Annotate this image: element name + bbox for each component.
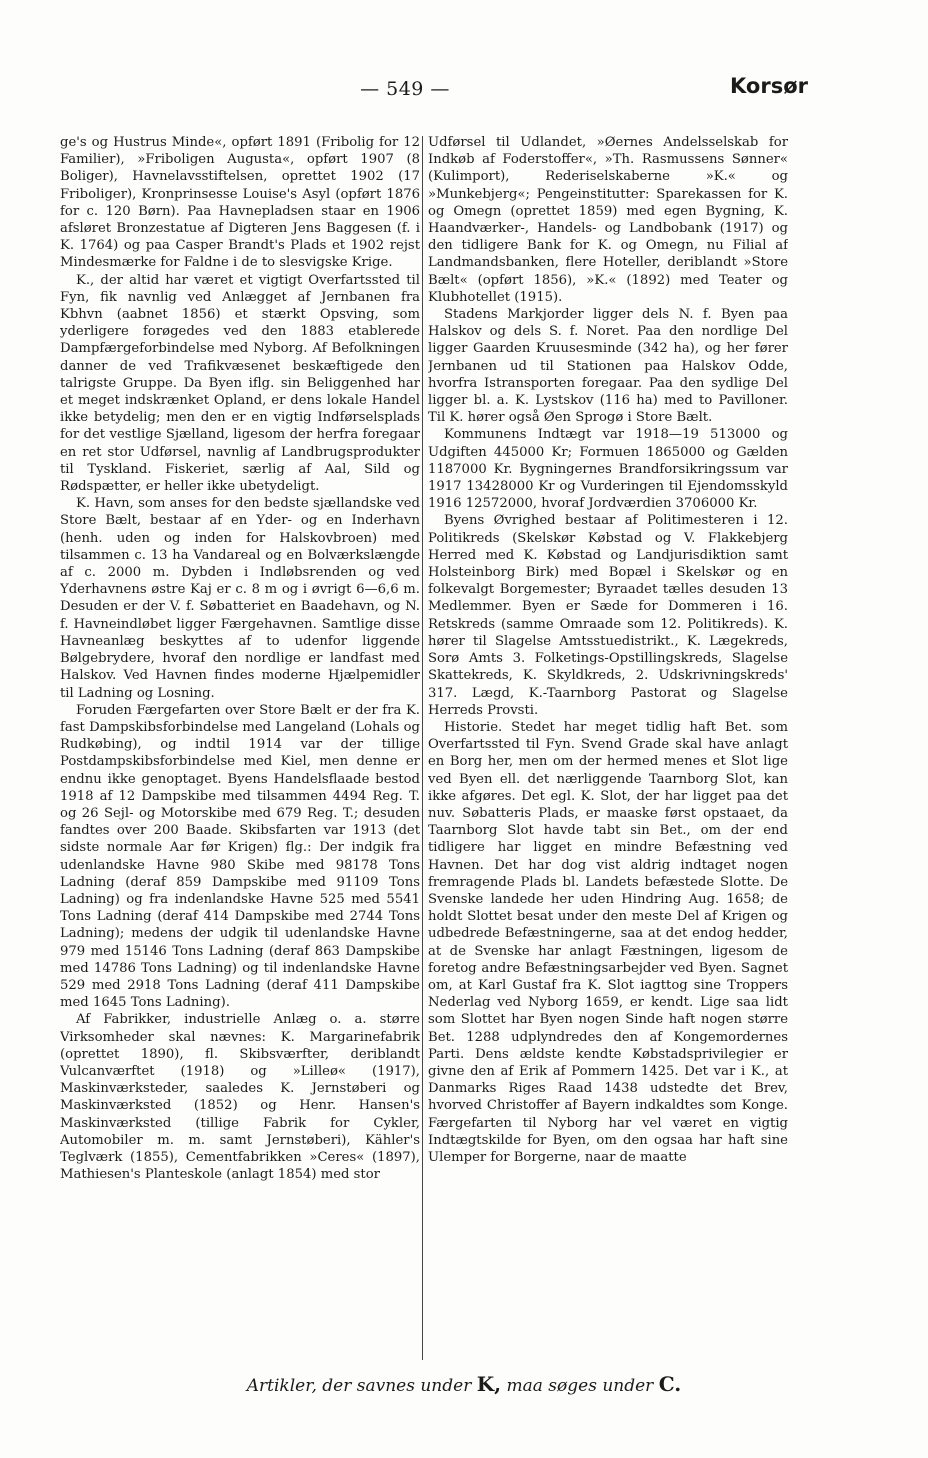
footer-text-a: Artikler, der savnes under bbox=[246, 1376, 472, 1396]
paragraph: Byens Øvrighed bestaar af Politimesteren i 12. Politikreds (Skelskør Købstad og V. Flakkebjerg Herred med K. Købstad og Landjurisdiktion samt Holsteinborg Birk) med Bopæl i Skelskør og en folkevalgt Borgemester; Byraadet tælles desuden 13 Medlemmer. Byen er Sæde for Dommeren i 16. Retskreds (samme Omraade som 12. Politikreds). K. hører til Slagelse Amtsstuedistrikt., K. Lægekreds, Sorø Amts 3. Folketings-Opstillingskreds, Slagelse Skattekreds, K. Skyldkreds, 2. Udskrivningskreds' 317. Lægd, K.-Taarnborg Pastorat og Slagelse Herreds Provsti. bbox=[428, 513, 788, 718]
paragraph: Stadens Markjorder ligger dels N. f. Byen paa Halskov og dels S. f. Noret. Paa den nordlige Del ligger Gaarden Kruusesminde (342 ha), og her fører Jernbanen ud til Stationen paa Halskov Odde, hvorfra Istransporten foregaar. Paa den sydlige Del ligger bl. a. K. Lystskov (116 ha) med to Pavilloner. Til K. hører også Øen Sprogø i Store Bælt. bbox=[428, 307, 788, 426]
footer-letter-k: K, bbox=[476, 1372, 502, 1396]
paragraph: Foruden Færgefarten over Store Bælt er der fra K. fast Dampskibsforbindelse med Langeland (Lohals og Rudkøbing), og indtil 1914 var der tillige Postdampskibsforbindelse med Kiel, men denne er endnu ikke genoptaget. Byens Handelsflaade bestod 1918 af 12 Dampskibe med tilsammen 4494 Reg. T. og 26 Sejl- og Motorskibe med 679 Reg. T.; desuden fandtes over 200 Baade. Skibsfarten var 1913 (det sidste normale Aar før Krigen) flg.: Der indgik fra udenlandske Havne 980 Skibe med 98178 Tons Ladning (deraf 859 Dampskibe med 91109 Tons Ladning) og fra indenlandske Havne 525 med 5541 Tons Ladning (deraf 414 Dampskibe med 2744 Tons Ladning); medens der udgik til udenlandske Havne 979 med 15146 Tons Ladning (deraf 863 Dampskibe med 14786 Tons Ladning) og til indenlandske Havne 529 med 2918 Tons Ladning (deraf 411 Dampskibe med 1645 Tons Ladning). bbox=[60, 702, 420, 1011]
paragraph: K., der altid har været et vigtigt Overfartssted til Fyn, fik navnlig ved Anlægget af Jernbanen fra Kbhvn (aabnet 1856) et stærkt Opsving, som yderligere forøgedes ved den 1883 etablerede Dampfærgeforbindelse med Nyborg. Af Befolkningen danner de ved Trafikvæsenet beskæftigede den talrigste Gruppe. Da Byen iflg. sin Beliggenhed har et meget indskrænket Opland, er dens lokale Handel ikke betydelig; men den er en vigtig Indførselsplads for det vestlige Sjælland, ligesom der herfra foregaar en ret stor Udførsel, navnlig af Landbrugsprodukter til Tyskland. Fiskeriet, særlig af Aal, Sild og Rødspætter, er heller ikke ubetydeligt. bbox=[60, 272, 420, 495]
paragraph: Udførsel til Udlandet, »Øernes Andelsselskab for Indkøb af Foderstoffer«, »Th. Rasmussens Sønner« (Kulimport), Rederiselskaberne »K.« og »Munkebjerg«; Pengeinstitutter: Sparekassen for K. og Omegn (oprettet 1859) med egen Bygning, K. Haandværker-, Handels- og Landbobank (1917) og den tidligere Bank for K. og Omegn, nu Filial af Landmandsbanken, flere Hoteller, deriblandt »Store Bælt« (opført 1856), »K.« (1892) med Teater og Klubhotellet (1915). bbox=[428, 135, 788, 305]
running-head: Korsør bbox=[730, 74, 808, 98]
page-header bbox=[0, 68, 928, 108]
paragraph: Historie. Stedet har meget tidlig haft Bet. som Overfartssted til Fyn. Svend Grade skal have anlagt en Borg her, men om der hermed menes et Slot lige ved Byen ell. det nærliggende Taarnborg Slot, kan ikke afgøres. Det egl. K. Slot, der har ligget paa det nuv. Søbatteris Plads, er maaske først opstaaet, da Taarnborg Slot havde tabt sin Bet., om der end tidligere har ligget en mindre Befæstning ved Havnen. Det har dog vist aldrig indtaget nogen fremragende Plads bl. Landets befæstede Slotte. De Svenske landede her uden Hindring Aug. 1658; de holdt Slottet besat under den meste Del af Krigen og udbedrede Befæstningerne, saa at det endog hedder, at de Svenske har anlagt Fæstningen, ligesom de foretog andre Befæstningsarbejder ved Byen. Sagnet om, at Karl Gustaf fra K. Slot iagttog sine Troppers Nederlag ved Nyborg 1659, er kendt. Lige saa lidt som Slottet har Byen nogen Sinde haft nogen større Bet. 1288 udplyndredes den af Kongemordernes Parti. Dens ældste kendte Købstadsprivilegier er givne den af Erik af Pommern 1425. Det var i K., at Danmarks Riges Raad 1438 udstedte det Brev, hvorved Christoffer af Bayern indkaldtes som Konge. Færgefarten til Nyborg har vel været en vigtig Indtægtskilde for Byen, om den ogsaa har haft sine Ulemper for Borgerne, naar de maatte bbox=[428, 719, 788, 1165]
footer-note bbox=[0, 1372, 928, 1396]
paragraph: Af Fabrikker, industrielle Anlæg o. a. større Virksomheder skal nævnes: K. Margarinefabrik (oprettet 1890), fl. Skibsværfter, deriblandt Vulcanværftet (1918) og »Lilleø« (1917), Maskinværksteder, saaledes K. Jernstøberi og Maskinværksted (1852) og Henr. Hansen's Maskinværksted (tillige Fabrik for Cykler, Automobiler m. m. samt Jernstøberi), Kähler's Teglværk (1855), Cementfabrikken »Ceres« (1897), Mathiesen's Planteskole (anlagt 1854) med stor bbox=[60, 1012, 420, 1183]
footer-text-b: maa søges under bbox=[506, 1376, 654, 1396]
right-column bbox=[428, 134, 788, 1354]
column-divider bbox=[422, 136, 423, 1360]
paragraph: ge's og Hustrus Minde«, opført 1891 (Fribolig for 12 Familier), »Friboligen Augusta«, opført 1907 (8 Boliger), Havnelavsstiftelsen, oprettet 1902 (17 Friboliger), Kronprinsesse Louise's Asyl (opført 1876 for c. 120 Børn). Paa Havnepladsen staar en 1906 afsløret Bronzestatue af Digteren Jens Baggesen (f. i K. 1764) og paa Casper Brandt's Plads et 1902 rejst Mindesmærke for Faldne i de to slesvigske Krige. bbox=[60, 135, 420, 271]
page-number: — 549 — bbox=[360, 78, 450, 100]
left-column bbox=[60, 134, 420, 1354]
paragraph: Kommunens Indtægt var 1918—19 513000 og Udgiften 445000 Kr; Formuen 1865000 og Gælden 1187000 Kr. Bygningernes Brandforsikringssum var 1917 13428000 Kr og Vurderingen til Ejendomsskyld 1916 12572000, hvoraf Jordværdien 3706000 Kr. bbox=[428, 427, 788, 512]
footer-letter-c: C. bbox=[658, 1372, 682, 1396]
paragraph: K. Havn, som anses for den bedste sjællandske ved Store Bælt, bestaar af en Yder- og en Inderhavn (henh. uden og inden for Halskovbroen) med tilsammen c. 13 ha Vandareal og en Bolværkslængde af c. 2000 m. Dybden i Indløbsrenden og ved Yderhavnens østre Kaj er c. 8 m og i øvrigt 6—6,6 m. Desuden er der V. f. Søbatteriet en Baadehavn, og N. f. Havneindløbet ligger Færgehavnen. Samtlige disse Havneanlæg beskyttes af to udenfor liggende Bølgebrydere, hvoraf den nordlige er landfast med Halskov. Ved Havnen findes moderne Hjælpemidler til Ladning og Losning. bbox=[60, 496, 420, 701]
